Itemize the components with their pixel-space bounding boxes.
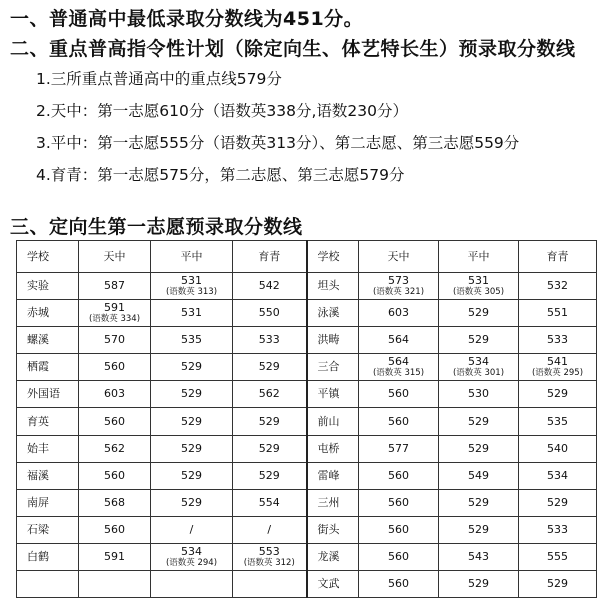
section1-title: 一、普通高中最低录取分数线为451分。 bbox=[10, 8, 364, 30]
score-cell bbox=[439, 516, 519, 543]
table-row bbox=[17, 408, 597, 435]
score-cell bbox=[151, 273, 233, 300]
table-row bbox=[17, 381, 597, 408]
cell-value: 531 bbox=[181, 306, 202, 320]
section3-title: 三、定向生第一志愿预录取分数线 bbox=[10, 216, 303, 238]
cell-value: 529 bbox=[468, 522, 489, 536]
table-row bbox=[17, 543, 597, 570]
cell-subscore: (语数英 294) bbox=[165, 557, 218, 568]
column-header: 天中 bbox=[79, 241, 151, 273]
cell-value: 529 bbox=[181, 441, 202, 455]
score-cell bbox=[233, 570, 307, 597]
column-header: 平中 bbox=[151, 241, 233, 273]
score-cell bbox=[233, 462, 307, 489]
school-name-cell bbox=[17, 327, 79, 354]
cell-subscore: (语数英 334) bbox=[88, 314, 141, 325]
score-cell bbox=[519, 273, 597, 300]
cell-value: 529 bbox=[258, 360, 280, 374]
score-cell bbox=[439, 300, 519, 327]
table-row bbox=[17, 516, 597, 543]
score-cell bbox=[233, 327, 307, 354]
cell-value: 560 bbox=[388, 387, 409, 401]
cell-value: 553 bbox=[258, 544, 280, 558]
cell-value: 南屏 bbox=[27, 495, 49, 509]
table-row bbox=[17, 354, 597, 381]
cell-value: 560 bbox=[104, 360, 125, 374]
school-name-cell bbox=[307, 516, 359, 543]
cell-value: 587 bbox=[104, 279, 125, 293]
score-cell bbox=[439, 543, 519, 570]
cell-value: 529 bbox=[181, 468, 202, 482]
cell-value: 泳溪 bbox=[317, 306, 340, 320]
score-cell bbox=[439, 273, 519, 300]
cell-value: 560 bbox=[388, 495, 409, 509]
score-cell bbox=[519, 354, 597, 381]
cell-value: 541 bbox=[547, 355, 568, 369]
cell-value: 534 bbox=[468, 355, 489, 369]
cell-value: 530 bbox=[468, 387, 489, 401]
school-name-cell bbox=[307, 300, 359, 327]
table-row bbox=[17, 327, 597, 354]
table-header-row bbox=[17, 241, 597, 273]
cell-value: 栖霞 bbox=[27, 360, 49, 374]
cell-value: 533 bbox=[547, 333, 568, 347]
score-cell bbox=[151, 300, 233, 327]
cell-value: / bbox=[189, 522, 194, 536]
score-cell bbox=[519, 516, 597, 543]
cell-value: 529 bbox=[468, 441, 489, 455]
table-row bbox=[17, 435, 597, 462]
column-header: 平中 bbox=[439, 241, 519, 273]
cell-value: 529 bbox=[181, 495, 202, 509]
cell-value: 529 bbox=[468, 414, 489, 428]
cell-subscore: (语数英 305) bbox=[452, 287, 505, 298]
cell-value: 560 bbox=[388, 522, 409, 536]
score-cell bbox=[359, 408, 439, 435]
score-cell bbox=[233, 381, 307, 408]
score-cell bbox=[519, 543, 597, 570]
school-name-cell bbox=[307, 408, 359, 435]
cell-value: 533 bbox=[258, 333, 280, 347]
score-cell bbox=[439, 570, 519, 597]
cell-value: 573 bbox=[388, 274, 409, 288]
score-cell bbox=[79, 462, 151, 489]
cell-value: 564 bbox=[388, 355, 409, 369]
score-cell bbox=[519, 300, 597, 327]
cell-value: 529 bbox=[468, 495, 489, 509]
score-cell bbox=[151, 570, 233, 597]
school-name-cell bbox=[307, 489, 359, 516]
school-name-cell bbox=[307, 273, 359, 300]
score-cell bbox=[79, 516, 151, 543]
cell-value: 屯桥 bbox=[317, 441, 340, 455]
score-cell bbox=[151, 489, 233, 516]
score-cell bbox=[439, 354, 519, 381]
score-cell bbox=[233, 435, 307, 462]
cell-value: 平镇 bbox=[317, 387, 340, 401]
score-cell bbox=[233, 408, 307, 435]
column-header: 育青 bbox=[519, 241, 597, 273]
school-name-cell bbox=[17, 300, 79, 327]
score-cell bbox=[519, 570, 597, 597]
score-cell bbox=[359, 489, 439, 516]
score-cell bbox=[233, 516, 307, 543]
score-cell bbox=[151, 354, 233, 381]
score-cell bbox=[359, 273, 439, 300]
cell-value: 550 bbox=[258, 306, 280, 320]
score-cell bbox=[439, 381, 519, 408]
column-header: 学校 bbox=[307, 241, 359, 273]
cell-value: 560 bbox=[104, 522, 125, 536]
score-cell bbox=[359, 381, 439, 408]
score-cell bbox=[233, 354, 307, 381]
cell-value: 533 bbox=[547, 522, 568, 536]
cell-value: 560 bbox=[388, 468, 409, 482]
cell-value: 529 bbox=[181, 414, 202, 428]
cell-subscore: (语数英 321) bbox=[372, 287, 425, 298]
cell-value: 560 bbox=[104, 468, 125, 482]
column-header: 育青 bbox=[233, 241, 307, 273]
cell-value: 始丰 bbox=[27, 441, 49, 455]
table-row bbox=[17, 273, 597, 300]
cell-value: 603 bbox=[388, 306, 409, 320]
score-cell bbox=[359, 300, 439, 327]
school-name-cell bbox=[17, 516, 79, 543]
cell-value: 568 bbox=[104, 495, 125, 509]
score-cell bbox=[519, 327, 597, 354]
cell-value: 570 bbox=[104, 333, 125, 347]
school-name-cell bbox=[307, 462, 359, 489]
cell-value: 龙溪 bbox=[317, 549, 340, 563]
cell-value: 560 bbox=[388, 414, 409, 428]
score-cell bbox=[439, 327, 519, 354]
cell-value: 543 bbox=[468, 549, 489, 563]
cell-value: 育英 bbox=[27, 414, 49, 428]
column-header: 天中 bbox=[359, 241, 439, 273]
cell-value: 529 bbox=[468, 306, 489, 320]
cell-value: 文武 bbox=[317, 576, 340, 590]
score-cell bbox=[359, 327, 439, 354]
score-cell bbox=[151, 327, 233, 354]
score-cell bbox=[151, 462, 233, 489]
cell-value: 529 bbox=[468, 576, 489, 590]
cell-value: 531 bbox=[468, 274, 489, 288]
cell-value: 551 bbox=[547, 306, 568, 320]
cell-value: 555 bbox=[547, 549, 568, 563]
cell-value: 542 bbox=[258, 279, 280, 293]
cell-value: 雷峰 bbox=[317, 468, 340, 482]
school-name-cell bbox=[17, 408, 79, 435]
school-name-cell bbox=[307, 570, 359, 597]
cell-value: 529 bbox=[258, 468, 280, 482]
cell-value: 540 bbox=[547, 441, 568, 455]
score-cell bbox=[79, 408, 151, 435]
cell-value: 529 bbox=[258, 414, 280, 428]
score-cell bbox=[79, 570, 151, 597]
admission-score-table bbox=[16, 240, 597, 598]
cell-value: 562 bbox=[104, 441, 125, 455]
school-name-cell bbox=[17, 543, 79, 570]
school-name-cell bbox=[307, 327, 359, 354]
score-cell bbox=[233, 543, 307, 570]
cell-value: 591 bbox=[104, 549, 125, 563]
cell-value: 三合 bbox=[317, 360, 340, 374]
score-cell bbox=[79, 300, 151, 327]
score-cell bbox=[79, 435, 151, 462]
cell-value: 529 bbox=[547, 576, 568, 590]
section2-item-3: 3.平中：第一志愿555分（语数英313分）、第二志愿、第三志愿559分 bbox=[36, 134, 520, 152]
cell-value: 529 bbox=[181, 387, 202, 401]
score-cell bbox=[79, 543, 151, 570]
score-cell bbox=[233, 300, 307, 327]
cell-value: 532 bbox=[547, 279, 568, 293]
school-name-cell bbox=[307, 435, 359, 462]
cell-subscore: (语数英 301) bbox=[452, 368, 505, 379]
score-cell bbox=[233, 489, 307, 516]
school-name-cell bbox=[307, 354, 359, 381]
cell-value: 554 bbox=[258, 495, 280, 509]
cell-subscore: (语数英 295) bbox=[531, 368, 584, 379]
cell-value: 坦头 bbox=[317, 279, 340, 293]
cell-value: 560 bbox=[388, 549, 409, 563]
section2-title: 二、重点普高指令性计划（除定向生、体艺特长生）预录取分数线 bbox=[10, 38, 576, 60]
table-row bbox=[17, 489, 597, 516]
score-cell bbox=[151, 543, 233, 570]
section2-item-4: 4.育青：第一志愿575分，第二志愿、第三志愿579分 bbox=[36, 166, 405, 184]
score-cell bbox=[519, 408, 597, 435]
section2-item-2: 2.天中：第一志愿610分（语数英338分,语数230分） bbox=[36, 102, 408, 120]
score-cell bbox=[439, 435, 519, 462]
score-cell bbox=[151, 435, 233, 462]
cell-value: 603 bbox=[104, 387, 125, 401]
school-name-cell bbox=[17, 489, 79, 516]
column-header: 学校 bbox=[17, 241, 79, 273]
score-cell bbox=[79, 381, 151, 408]
cell-value: 529 bbox=[258, 441, 280, 455]
score-cell bbox=[151, 516, 233, 543]
cell-value: 529 bbox=[547, 495, 568, 509]
score-cell bbox=[439, 408, 519, 435]
score-cell bbox=[359, 516, 439, 543]
score-cell bbox=[79, 354, 151, 381]
cell-value: 560 bbox=[388, 576, 409, 590]
score-cell bbox=[359, 570, 439, 597]
score-cell bbox=[359, 354, 439, 381]
cell-value: 螺溪 bbox=[27, 333, 49, 347]
cell-value: 洪畴 bbox=[317, 333, 340, 347]
score-cell bbox=[519, 381, 597, 408]
school-name-cell bbox=[307, 381, 359, 408]
cell-value: 529 bbox=[468, 333, 489, 347]
cell-value: 535 bbox=[181, 333, 202, 347]
score-cell bbox=[151, 408, 233, 435]
cell-value: 560 bbox=[104, 414, 125, 428]
score-cell bbox=[359, 462, 439, 489]
cell-value: 三州 bbox=[317, 495, 340, 509]
score-cell bbox=[359, 435, 439, 462]
table-row bbox=[17, 300, 597, 327]
school-name-cell bbox=[17, 354, 79, 381]
table-row bbox=[17, 570, 597, 597]
score-cell bbox=[79, 273, 151, 300]
score-cell bbox=[359, 543, 439, 570]
school-name-cell bbox=[17, 381, 79, 408]
table-row bbox=[17, 462, 597, 489]
cell-value: 石梁 bbox=[27, 522, 49, 536]
school-name-cell bbox=[307, 543, 359, 570]
cell-subscore: (语数英 312) bbox=[243, 557, 295, 568]
score-cell bbox=[439, 462, 519, 489]
cell-value: 562 bbox=[258, 387, 280, 401]
score-cell bbox=[439, 489, 519, 516]
cell-subscore: (语数英 315) bbox=[372, 368, 425, 379]
score-cell bbox=[79, 327, 151, 354]
cell-value: 535 bbox=[547, 414, 568, 428]
cell-value: 564 bbox=[388, 333, 409, 347]
score-cell bbox=[151, 381, 233, 408]
cell-value: 福溪 bbox=[27, 468, 49, 482]
cell-value: / bbox=[267, 522, 272, 536]
score-cell bbox=[519, 435, 597, 462]
cell-value: 街头 bbox=[317, 522, 340, 536]
cell-value: 531 bbox=[181, 274, 202, 288]
cell-value: 534 bbox=[181, 544, 202, 558]
cell-value: 549 bbox=[468, 468, 489, 482]
school-name-cell bbox=[17, 273, 79, 300]
cell-value: 白鹤 bbox=[27, 549, 49, 563]
school-name-cell bbox=[17, 570, 79, 597]
cell-value: 591 bbox=[104, 301, 125, 315]
cell-value: 实验 bbox=[27, 279, 49, 293]
section2-item-1: 1.三所重点普通高中的重点线579分 bbox=[36, 70, 282, 88]
school-name-cell bbox=[17, 462, 79, 489]
score-cell bbox=[519, 462, 597, 489]
score-cell bbox=[233, 273, 307, 300]
school-name-cell bbox=[17, 435, 79, 462]
score-cell bbox=[519, 489, 597, 516]
cell-value: 前山 bbox=[317, 414, 340, 428]
cell-value: 赤城 bbox=[27, 306, 49, 320]
cell-value: 577 bbox=[388, 441, 409, 455]
cell-value: 外国语 bbox=[27, 387, 60, 401]
cell-value: 534 bbox=[547, 468, 568, 482]
cell-subscore: (语数英 313) bbox=[165, 287, 218, 298]
cell-value: 529 bbox=[547, 387, 568, 401]
score-cell bbox=[79, 489, 151, 516]
cell-value: 529 bbox=[181, 360, 202, 374]
